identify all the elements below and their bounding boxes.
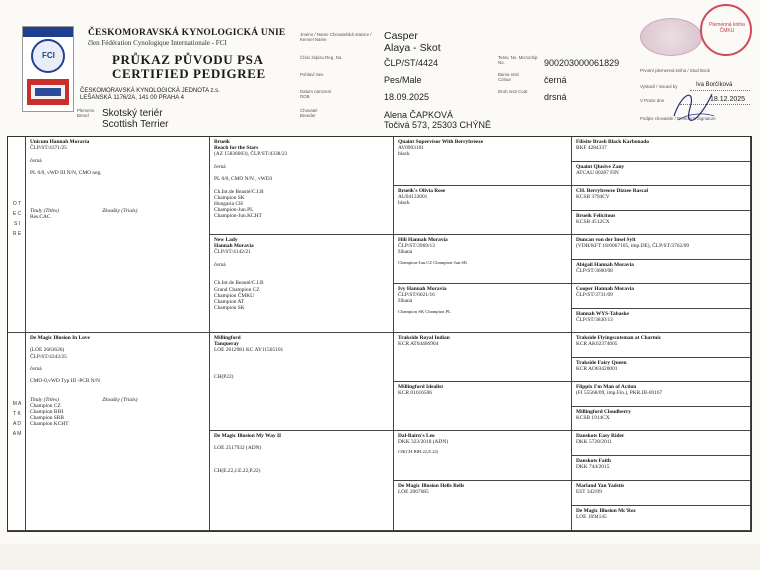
ggp-1-colour: black <box>398 151 410 158</box>
ggp-8-reg: LOE 2067685 <box>398 489 429 496</box>
sire-colour: černá <box>30 157 42 164</box>
kennel-name: Alaya - Skot <box>384 42 441 54</box>
gggp-reg: DKK 744/2015 <box>576 464 610 471</box>
ggp-5-reg: KCR AT04406904 <box>398 341 439 348</box>
gggp-reg: ČLP/ST/3830/13 <box>576 316 613 323</box>
ggp-3-colour: žíhaná <box>398 249 413 256</box>
gggp-reg: DKK 5728/2011 <box>576 439 612 446</box>
gp-2-name: New Lady <box>214 237 238 243</box>
ggp-cell-3 <box>394 235 572 284</box>
dam-title-1: Champion CZ <box>30 402 61 409</box>
ggp-4-colour: žíhaná <box>398 298 413 305</box>
ggp-cell-8 <box>394 481 572 531</box>
ggp-7-titles: CH(CH.BIH.22,E.22) <box>398 449 439 455</box>
ggp-3-name: Hili Hannah Moravia <box>398 237 448 243</box>
gp-2-title: Ch.Int.de Beauté/C.I.B <box>214 280 264 287</box>
stamp-text: Plemenná kniha ČMKU <box>709 22 745 34</box>
ggp-1-name: Quaint Supervisor With Berrybreeze <box>398 139 484 145</box>
ggp-3-titles: Champion-Jun.CZ Champion-Jun.SK <box>398 259 468 265</box>
gggp-name: De Magic Illusion Mc'Roc <box>576 508 637 514</box>
org-fci: člen Fédération Cynologique Internationale - FCI <box>88 39 227 47</box>
breeder-name: Alena ČAPKOVÁ <box>384 110 454 120</box>
sire-titles: Res.CAC <box>30 214 51 221</box>
club-name: ČESKOMORAVSKÁ KYNOLOGICKÁ JEDNOTA z.s. <box>80 88 220 94</box>
sire-name: Unicum Hannah Moravia <box>30 139 90 145</box>
hologram-seal-icon <box>640 18 702 56</box>
ggp-1-reg: AV0903101 <box>398 145 424 152</box>
gp-4-health: CH(E.22,J.E.22,P.22) <box>214 467 261 474</box>
issued-by: Iva Borčíková <box>696 82 733 88</box>
dam-health: CMO-0,vWD Typ III -PCR N/N <box>30 378 101 385</box>
gp-1-title: Champion-Jun.KCHT <box>214 213 262 220</box>
sire-exams-label: Zkoušky (Trials) <box>102 208 138 215</box>
gp-2-title: Champion SK <box>214 305 245 312</box>
gggp-cell <box>572 358 751 383</box>
dam-titles-label: Tituly (Titles) <box>30 396 59 403</box>
gp-1-title: Ch.Int.de Beauté/C.I.B <box>214 188 264 195</box>
ggp-cell-1 <box>394 137 572 186</box>
gggp-cell <box>572 309 751 334</box>
breeder-address: Točivá 573, 25303 CHÝNĚ <box>384 120 492 130</box>
gggp-reg: (VDH/KFT 18/0067105, imp.DE), ČLP/ST/3762/09 <box>576 243 690 250</box>
gggp-name: Brueik Felicitous <box>576 212 616 219</box>
ggp-8-name: De Magic Illusion Hells Bells <box>398 483 465 489</box>
club-address: LEŠANSKÁ 1176/2A, 141 00 PRAHA 4 <box>80 95 184 101</box>
gggp-cell <box>572 407 751 432</box>
signature-icon <box>668 86 718 126</box>
gggp-reg: RKF 4284337 <box>576 145 607 152</box>
ggp-cell-7 <box>394 431 572 481</box>
cmku-logo-icon <box>27 79 69 105</box>
gggp-reg: ATCAU 00287 FIN <box>576 169 619 176</box>
gggp-cell <box>572 284 751 309</box>
gggp-reg: (FI 55568/09, imp.Fin.), PKR.III-69167 <box>576 390 663 397</box>
ggp-2-name: Brueik's Olivia Rose <box>398 188 446 194</box>
gp-1-reg: (AZ 15836003), ČLP/ST/4338/23 <box>214 151 288 158</box>
gp-2-title: Champion AT <box>214 299 245 306</box>
gp-2-colour: černá <box>214 261 226 268</box>
title-en: CERTIFIED PEDIGREE <box>112 66 266 81</box>
gp-cell-3 <box>210 333 394 431</box>
gp-2-reg: ČLP/ST/4142/21 <box>214 249 251 256</box>
gggp-name: Abigail Hannah Moravia <box>576 261 634 268</box>
gggp-reg: LOE 1694145 <box>576 514 607 521</box>
ggp-cell-4 <box>394 284 572 333</box>
gp-1-title: Champion SK <box>214 194 245 201</box>
gggp-cell <box>572 456 751 481</box>
breed-cz: Skotský teriér <box>102 108 163 119</box>
red-stamp <box>700 4 752 56</box>
gggp-reg: KCR AK02374605 <box>576 341 618 348</box>
fci-globe-icon <box>31 39 65 73</box>
gggp-name: Duncan von der Insel Sylt <box>576 237 636 243</box>
gp-cell-4 <box>210 431 394 531</box>
ggp-cell-5 <box>394 333 572 382</box>
coat-label: Druh srsti Coat <box>498 89 528 94</box>
breeder-label: Chovatel Breeder <box>300 108 318 118</box>
reg-label: Číslo zápisu Reg. No. <box>300 55 343 60</box>
dam-reg-1: (LOE 2663626) <box>30 347 65 354</box>
gggp-name: Quaint Qlusive Zany <box>576 163 625 170</box>
gp-2-name2: Hannah Moravia <box>214 243 254 250</box>
ggp-4-titles: Champion SK Champion PL <box>398 308 451 314</box>
gp-1-name2: Reach for the Stars <box>214 145 259 152</box>
ggp-6-reg: KCR 01616506 <box>398 390 432 397</box>
gp-3-name2: Tanqueray <box>214 341 239 348</box>
gggp-name: Danskots Faith <box>576 458 611 464</box>
gggp-name: Trakside Fairy Queen <box>576 359 627 366</box>
ggp-7-reg: DKK 323/2018 (ADN) <box>398 439 449 446</box>
breed-label: Plemeno Breed <box>77 108 95 118</box>
dob-label: Datum narození DOB <box>300 89 332 99</box>
dam-exams-label: Zkoušky (Trials) <box>102 396 138 403</box>
gp-3-reg: LOE 2612981 KC AY11505101 <box>214 347 284 354</box>
dam-title-2: Champion BIH <box>30 409 64 416</box>
ggp-3-reg: ČLP/ST/3969/13 <box>398 243 435 250</box>
gggp-name: Cooper Hannah Moravia <box>576 286 635 292</box>
dam-title-3: Champion SRB <box>30 415 64 422</box>
gggp-cell <box>572 137 751 162</box>
gggp-name: Hannah WYS-Tabaske <box>576 310 629 317</box>
sire-reg: ČLP/ST/4371/25 <box>30 145 67 152</box>
pedigree-table <box>7 136 752 532</box>
gggp-cell <box>572 481 751 506</box>
studbook-label: Prvotní plemenná kniha / Stud Book <box>640 68 711 73</box>
gggp-name: Marland Yan Yadstis <box>576 483 625 489</box>
ggp-cell-6 <box>394 382 572 431</box>
gggp-name: Danskots Easy Rider <box>576 433 625 439</box>
gggp-cell <box>572 333 751 358</box>
gp-3-health: CH(P22) <box>214 373 234 380</box>
gp-1-name: Brueik <box>214 139 230 145</box>
gp-1-colour: černá <box>214 163 226 170</box>
dam-side-label: M A T K A D A M <box>12 401 22 437</box>
gggp-name: Flippix I'm Man of Action <box>576 384 637 390</box>
dam-reg-2: ČLP/ST/4343/25 <box>30 353 67 360</box>
issue-date: 18.12.2025 <box>710 96 746 103</box>
gggp-cell <box>572 506 751 531</box>
breed-en: Scottish Terrier <box>102 119 169 130</box>
sex-value: Pes/Male <box>384 75 422 85</box>
coat-value: drsná <box>544 92 567 102</box>
gggp-reg: ČLP/ST/3731/09 <box>576 292 613 299</box>
page-bottom-margin <box>0 544 760 570</box>
microchip-number: 900203000061829 <box>544 58 620 68</box>
gggp-cell <box>572 382 751 407</box>
fci-logo <box>22 26 74 112</box>
sire-titles-label: Tituly (Titles) <box>30 208 59 215</box>
ggp-cell-2 <box>394 186 572 235</box>
gggp-reg: ČLP/ST/3600/08 <box>576 267 613 274</box>
issued-label: Vystavil / Issued by <box>640 84 678 89</box>
signature-label: Podpis chovatele / Breeder's Signature <box>640 116 716 121</box>
gggp-name: Millingford Cloudberry <box>576 408 631 415</box>
gp-1-title: Champion-Jun.PL <box>214 207 254 214</box>
sire-cell <box>26 137 210 333</box>
colour-value: černá <box>544 75 567 85</box>
sex-label: Pohlaví Sex <box>300 72 324 77</box>
ggp-2-colour: black <box>398 200 410 207</box>
colour-label: Barva srsti Colour <box>498 72 519 82</box>
gp-cell-2 <box>210 235 394 333</box>
gp-2-title: Grand Champion CZ <box>214 286 260 293</box>
gggp-cell <box>572 186 751 211</box>
gggp-name: Trakside Flyingscotsman at Charmic <box>576 335 662 341</box>
gggp-reg: KCSB 1914CX <box>576 414 610 421</box>
sire-side-label: O T E C S I R E <box>12 201 22 237</box>
gggp-name: Filisite Brash Black Karbonado <box>576 139 649 145</box>
ggp-4-reg: ČLP/ST/6021/16 <box>398 292 435 299</box>
gp-4-reg: LOE 2517932 (ADN) <box>214 445 262 452</box>
dob-value: 18.09.2025 <box>384 92 430 102</box>
ggp-6-name: Millingford Idealist <box>398 384 444 390</box>
gp-2-title: Champion ČMKU <box>214 292 254 299</box>
ggp-4-name: Ivy Hannah Moravia <box>398 286 447 292</box>
gggp-cell <box>572 235 751 260</box>
gggp-cell <box>572 260 751 285</box>
gp-4-name: De Magic Illusion My Way II <box>214 433 282 439</box>
title-cz: PRŮKAZ PŮVODU PSA <box>112 52 264 67</box>
gggp-cell <box>572 431 751 456</box>
gp-1-health: PL 0/0, CMO N/N , vWD3 <box>214 176 273 183</box>
gggp-name: CH. Berrybreeze Dizzee Rascal <box>576 188 649 194</box>
dam-colour: černá <box>30 366 42 373</box>
dam-name: De Magic Illusion In Love <box>30 335 90 341</box>
gggp-reg: KCR AO03420001 <box>576 365 618 372</box>
gggp-cell <box>572 162 751 187</box>
header <box>0 0 760 134</box>
microchip-label: Tetov. No. Microchip No. <box>498 55 538 65</box>
dam-title-4: Champion KCHT <box>30 421 69 428</box>
name-label: Jméno / Name Chovatelská stanice / Kennel Name <box>300 32 372 42</box>
fci-logo-text: FCI <box>42 51 55 60</box>
gggp-reg: KCSB 3794CV <box>576 194 610 201</box>
gp-cell-1 <box>210 137 394 235</box>
org-name: ČESKOMORAVSKÁ KYNOLOGICKÁ UNIE <box>88 28 286 38</box>
reg-number: ČLP/ST/4424 <box>384 58 439 68</box>
date-label: V Praze dne <box>640 98 665 103</box>
gggp-cell <box>572 211 751 236</box>
ggp-7-name: Dal-Bairn's Leo <box>398 433 435 439</box>
gggp-reg: EST 342/09 <box>576 489 602 496</box>
flag-stripe-icon <box>23 27 73 37</box>
gggp-reg: KCSB 4512CX <box>576 218 610 225</box>
dog-name: Casper <box>384 30 418 42</box>
ggp-5-name: Trakside Royal Indian <box>398 335 450 341</box>
gp-3-name: Millingford <box>214 335 241 341</box>
sire-health: PL 0/0, vWD III N/N, CMO neg. <box>30 170 102 177</box>
dam-cell <box>26 333 210 531</box>
gp-1-title: Hungaria CH <box>214 201 243 208</box>
ggp-2-reg: AU04133001 <box>398 194 428 201</box>
